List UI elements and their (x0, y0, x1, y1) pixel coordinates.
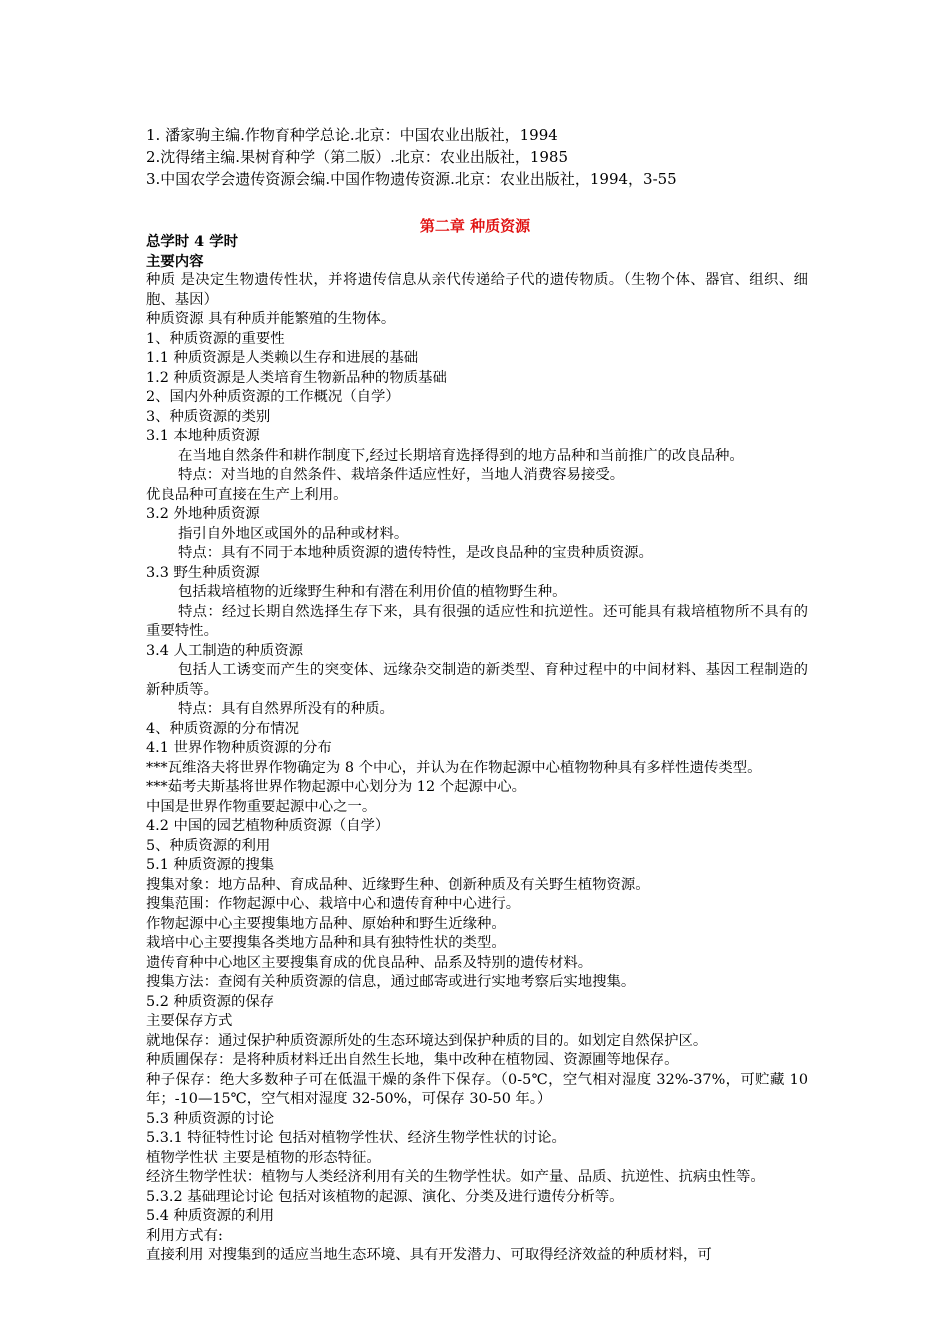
text-line: 3、种质资源的类别 (146, 408, 271, 425)
text-line: 遗传育种中心地区主要搜集育成的优良品种、品系及特别的遗传材料。 (146, 954, 593, 971)
text-line: 5、种质资源的利用 (146, 837, 271, 854)
text-line: 指引自外地区或国外的品种或材料。 (178, 525, 409, 542)
text-line: 利用方式有: (146, 1227, 223, 1244)
text-line: 特点：具有自然界所没有的种质。 (178, 701, 394, 717)
text-line: 1.2 种质资源是人类培育生物新品种的物质基础 (146, 369, 447, 386)
text-line: 搜集方法：查阅有关种质资源的信息，通过邮寄或进行实地考察后实地搜集。 (146, 974, 636, 990)
text-line: 3.2 外地种质资源 (146, 506, 260, 522)
reference-item: 1. 潘家驹主编.作物育种学总论.北京：中国农业出版社，1994 (146, 126, 558, 144)
text-line: 5.3.2 基础理论讨论 包括对该植物的起源、演化、分类及进行遗传分析等。 (146, 1188, 624, 1205)
text-line: 4.1 世界作物种质资源的分布 (146, 740, 332, 756)
text-line: 主要内容 (146, 252, 204, 270)
text-line: 4、种质资源的分布情况 (146, 720, 300, 737)
text-line: 1、种质资源的重要性 (146, 330, 285, 347)
text-line: 特点：具有不同于本地种质资源的遗传特性，是改良品种的宝贵种质资源。 (178, 545, 653, 561)
text-line: 3.4 人工制造的种质资源 (146, 642, 303, 659)
text-line: 包括栽培植物的近缘野生种和有潜在利用价值的植物野生种。 (178, 584, 567, 600)
text-line: 作物起源中心主要搜集地方品种、原始种和野生近缘种。 (146, 915, 506, 932)
text-line: 就地保存：通过保护种质资源所处的生态环境达到保护种质的目的。如划定自然保护区。 (146, 1032, 708, 1049)
text-line: 2、国内外种质资源的工作概况（自学） (146, 389, 400, 405)
text-line: 特点：对当地的自然条件、栽培条件适应性好，当地人消费容易接受。 (178, 467, 625, 483)
reference-item: 3.中国农学会遗传资源会编.中国作物遗传资源.北京：农业出版社，1994，3-55 (146, 170, 677, 188)
text-line: 优良品种可直接在生产上利用。 (146, 486, 348, 503)
reference-list (146, 124, 816, 190)
text-line: 中国是世界作物重要起源中心之一。 (146, 798, 377, 815)
text-line: 在当地自然条件和耕作制度下,经过长期培育选择得到的地方品种和当前推广的改良品种。 (178, 447, 744, 464)
chapter-body (146, 232, 808, 1266)
reference-item: 2.沈得绪主编.果树育种学（第二版）.北京：农业出版社，1985 (146, 148, 569, 166)
text-line: 直接利用 对搜集到的适应当地生态环境、具有开发潜力、可取得经济效益的种质材料，可 (146, 1247, 712, 1263)
text-line: 经济生物学性状：植物与人类经济利用有关的生物学性状。如产量、品质、抗逆性、抗病虫性等。 (146, 1169, 765, 1185)
text-line: 种质资源 具有种质并能繁殖的生物体。 (146, 311, 396, 327)
text-line: 5.3 种质资源的讨论 (146, 1110, 275, 1127)
text-line: 种质 是决定生物遗传性状，并将遗传信息从亲代传递给子代的遗传物质。（生物个体、器官、组织、细胞、基因） (146, 272, 808, 308)
chapter-title: 第二章 种质资源 (419, 217, 531, 235)
text-line: 植物学性状 主要是植物的形态特征。 (146, 1149, 381, 1166)
text-line: 搜集范围：作物起源中心、栽培中心和遗传育种中心进行。 (146, 896, 521, 912)
text-line: 5.1 种质资源的搜集 (146, 857, 275, 873)
text-line: 4.2 中国的园艺植物种质资源（自学） (146, 818, 390, 834)
text-line: 特点：经过长期自然选择生存下来，具有很强的适应性和抗逆性。还可能具有栽培植物所不具有的重要特性。 (146, 603, 808, 639)
text-line: 栽培中心主要搜集各类地方品种和具有独特性状的类型。 (146, 935, 506, 951)
text-line: 种子保存：绝大多数种子可在低温干燥的条件下保存。（0-5℃，空气相对湿度 32%-37%，可贮藏 10 年；-10—15℃，空气相对湿度 32-50%，可保存 30-50 年。） (146, 1071, 808, 1107)
text-line: 3.1 本地种质资源 (146, 428, 260, 444)
text-line: 1.1 种质资源是人类赖以生存和进展的基础 (146, 350, 419, 366)
text-line: 5.4 种质资源的利用 (146, 1208, 275, 1224)
text-line: 5.3.1 特征特性讨论 包括对植物学性状、经济生物学性状的讨论。 (146, 1130, 566, 1146)
text-line: 种质圃保存：是将种质材料迁出自然生长地，集中改种在植物园、资源圃等地保存。 (146, 1052, 679, 1068)
text-line: 3.3 野生种质资源 (146, 564, 260, 581)
text-line: 主要保存方式 (146, 1013, 233, 1029)
text-line: 总学时 4 学时 (146, 233, 238, 250)
text-line: 搜集对象：地方品种、育成品种、近缘野生种、创新种质及有关野生植物资源。 (146, 876, 650, 893)
text-line: 包括人工诱变而产生的突变体、远缘杂交制造的新类型、育种过程中的中间材料、基因工程制造的新种质等。 (146, 662, 808, 698)
text-line: 5.2 种质资源的保存 (146, 993, 275, 1010)
text-line: ***茹考夫斯基将世界作物起源中心划分为 12 个起源中心。 (146, 779, 527, 795)
text-line: ***瓦维洛夫将世界作物确定为 8 个中心，并认为在作物起源中心植物物种具有多样性遗传类型。 (146, 759, 762, 776)
